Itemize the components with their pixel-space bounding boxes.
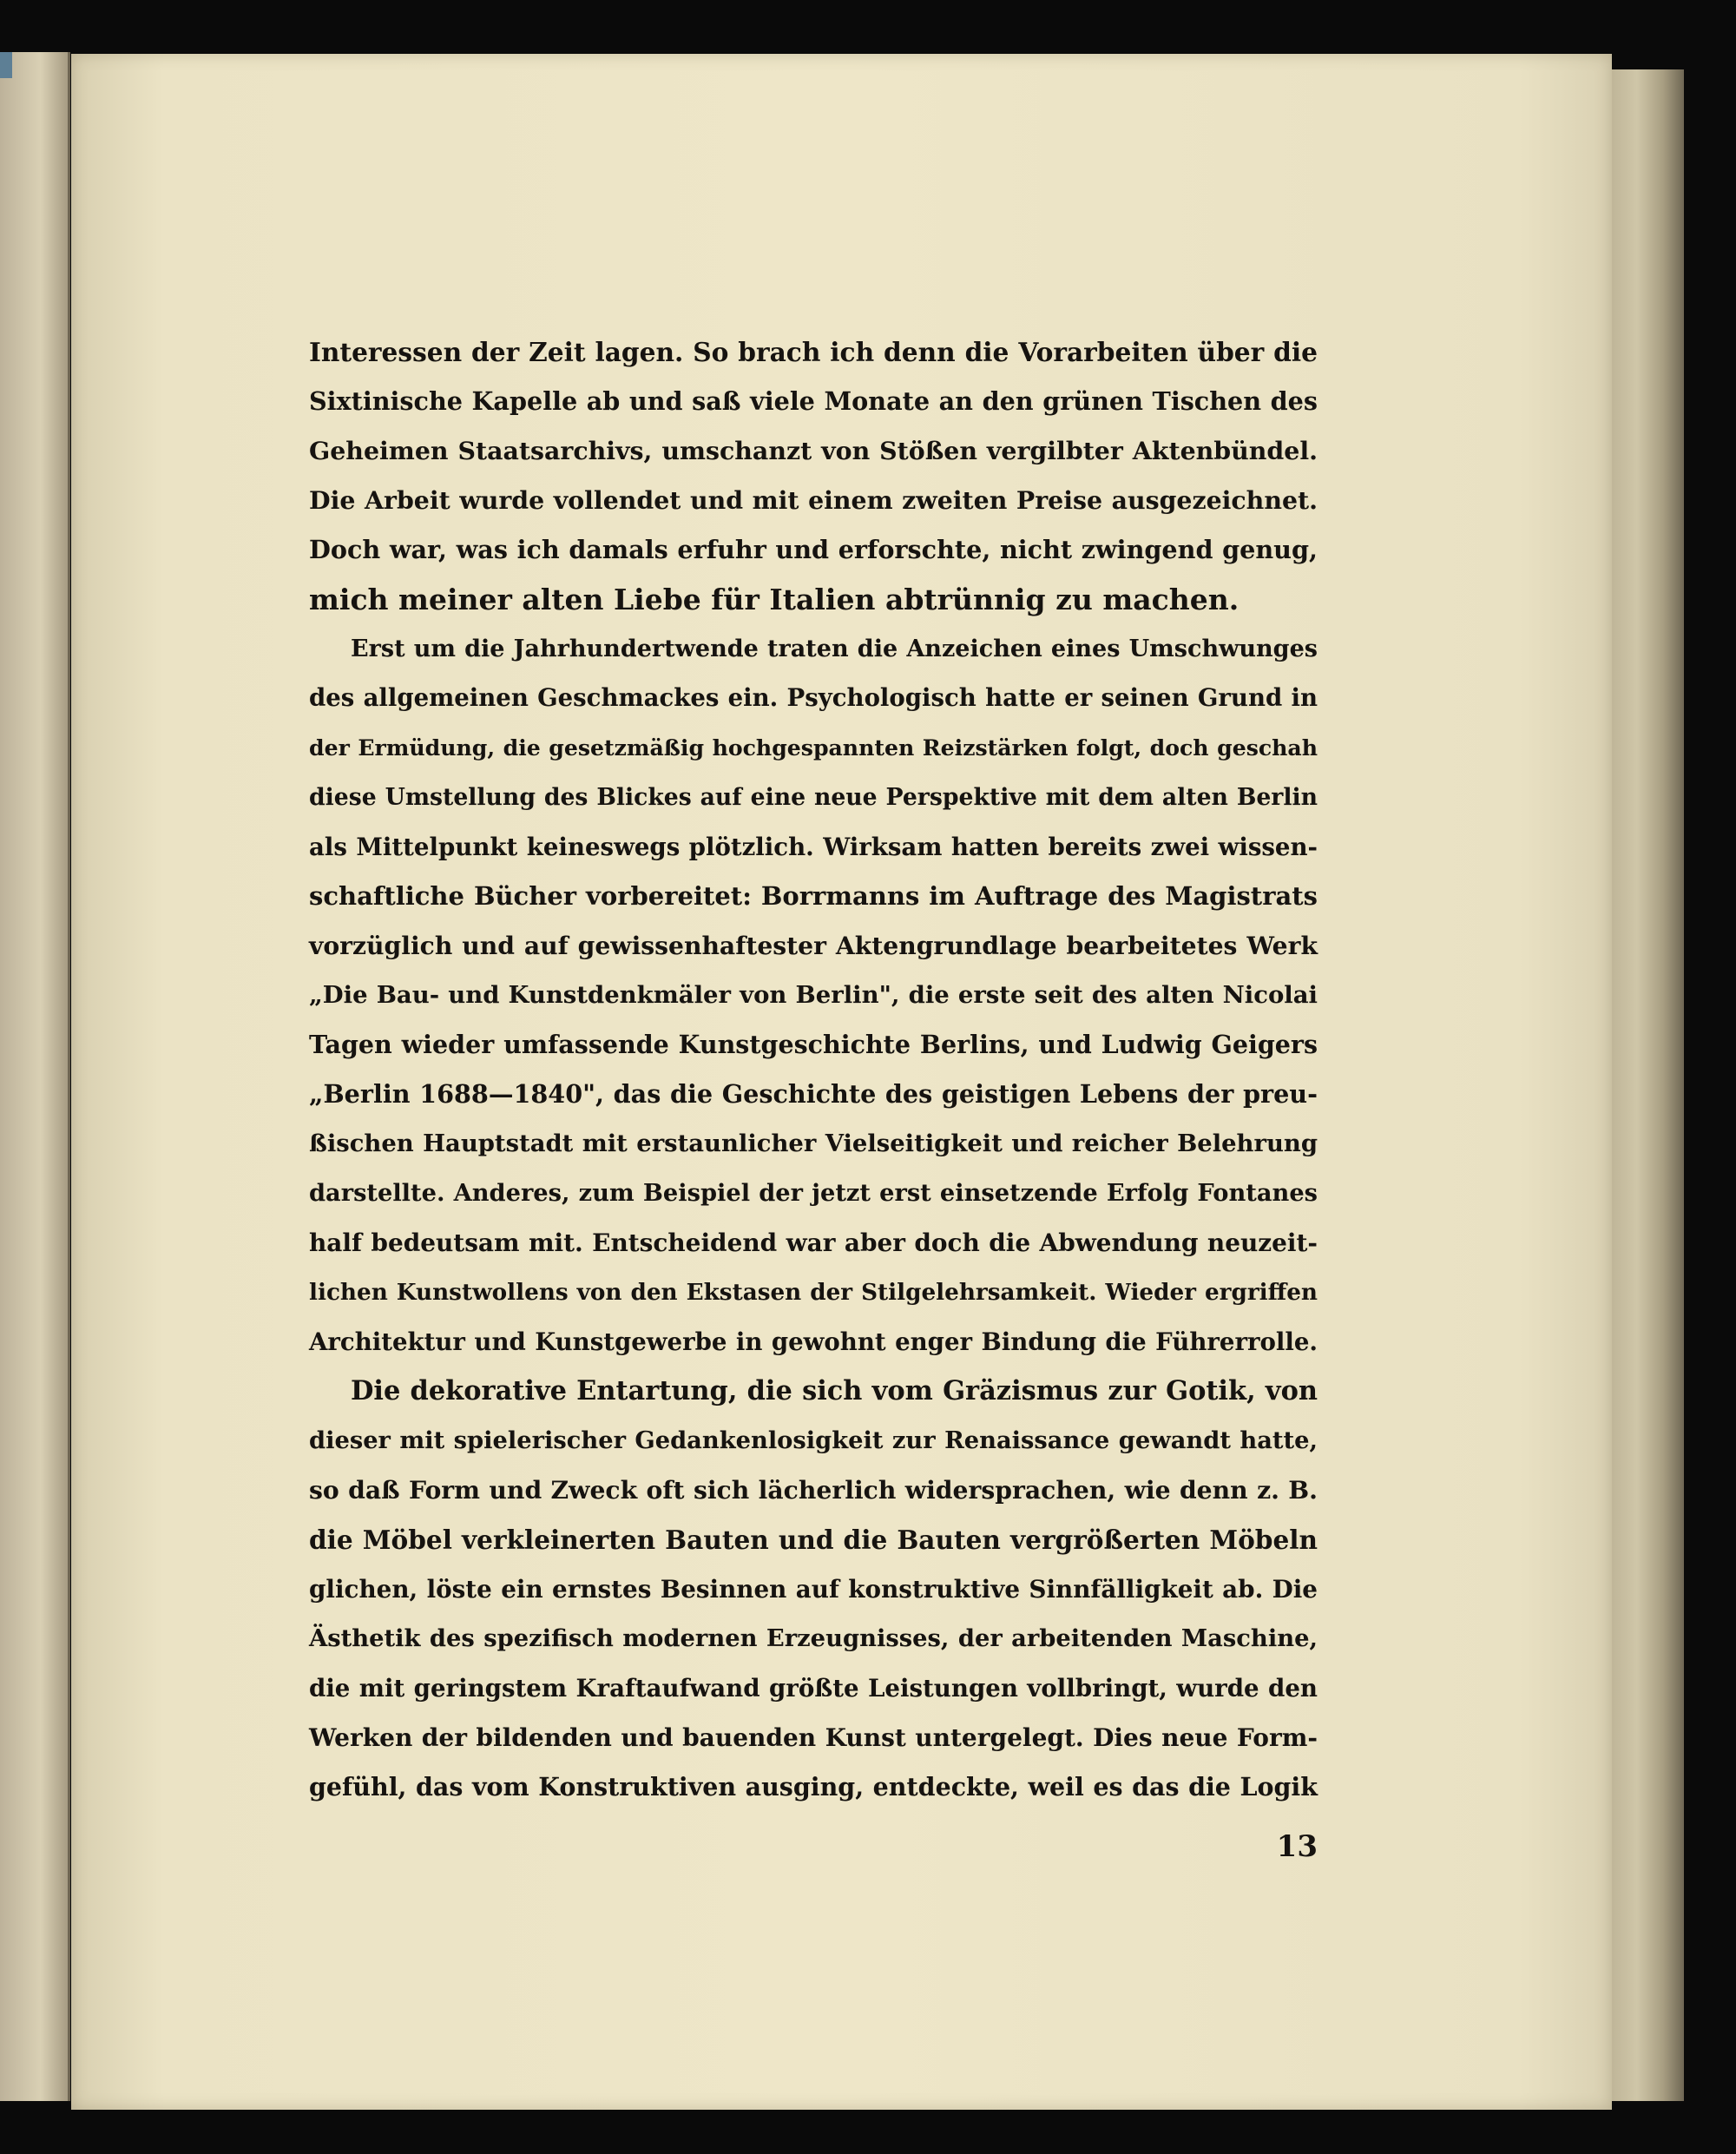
text-line: Interessen der Zeit lagen. So brach ich denn die Vorarbeiten über die	[309, 337, 1318, 367]
text-line: des allgemeinen Geschmackes ein. Psychologisch hatte er seinen Grund in	[309, 684, 1318, 712]
body-text	[309, 327, 1318, 1812]
text-line: Sixtinische Kapelle ab und saß viele Monate an den grünen Tischen des	[309, 386, 1318, 416]
text-line: als Mittelpunkt keineswegs plötzlich. Wirksam hatten bereits zwei wissen-	[309, 833, 1318, 861]
text-line: Die Arbeit wurde vollendet und mit einem zweiten Preise ausgezeichnet.	[309, 485, 1318, 515]
text-line: „Die Bau- und Kunstdenkmäler von Berlin", die erste seit des alten Nicolai	[309, 981, 1318, 1009]
text-line: gefühl, das vom Konstruktiven ausging, entdeckte, weil es das die Logik	[309, 1772, 1318, 1802]
text-line: mich meiner alten Liebe für Italien abtrünnig zu machen.	[309, 583, 1240, 616]
text-line: ßischen Hauptstadt mit erstaunlicher Vielseitigkeit und reicher Belehrung	[309, 1130, 1318, 1157]
text-line: half bedeutsam mit. Entscheidend war aber doch die Abwendung neuzeit-	[309, 1229, 1318, 1257]
text-line: Ästhetik des spezifisch modernen Erzeugnisses, der arbeitenden Maschine,	[309, 1624, 1318, 1652]
text-line: Geheimen Staatsarchivs, umschanzt von Stößen vergilbter Aktenbündel.	[309, 436, 1318, 465]
text-line: lichen Kunstwollens von den Ekstasen der Stilgelehrsamkeit. Wieder ergriffen	[309, 1279, 1318, 1306]
text-line: dieser mit spielerischer Gedankenlosigkeit zur Renaissance gewandt hatte,	[309, 1426, 1318, 1454]
paragraph-start-line: Erst um die Jahrhundertwende traten die Anzeichen eines Umschwunges	[351, 636, 1318, 662]
page	[71, 54, 1612, 2110]
text-line: der Ermüdung, die gesetzmäßig hochgespannten Reizstärken folgt, doch geschah	[309, 734, 1318, 761]
text-line: die mit geringstem Kraftaufwand größte Leistungen vollbringt, wurde den	[309, 1674, 1318, 1703]
text-line: so daß Form und Zweck oft sich lächerlich widersprachen, wie denn z. B.	[309, 1475, 1318, 1505]
text-line: Tagen wieder umfassende Kunstgeschichte Berlins, und Ludwig Geigers	[309, 1030, 1318, 1059]
text-line: schaftliche Bücher vorbereitet: Borrmanns im Auftrage des Magistrats	[309, 881, 1318, 911]
text-line: „Berlin 1688—1840", das die Geschichte des geistigen Lebens der preu-	[309, 1079, 1318, 1109]
text-line: Doch war, was ich damals erfuhr und erforschte, nicht zwingend genug,	[309, 535, 1318, 564]
paragraph-start-line: Die dekorative Entartung, die sich vom Gräzismus zur Gotik, von	[351, 1375, 1318, 1406]
text-line: vorzüglich und auf gewissenhaftester Aktengrundlage bearbeitetes Werk	[309, 932, 1318, 960]
text-line: Architektur und Kunstgewerbe in gewohnt enger Bindung die Führerrolle.	[309, 1327, 1318, 1356]
text-line: die Möbel verkleinerten Bauten und die Bauten vergrößerten Möbeln	[309, 1525, 1318, 1555]
text-line: diese Umstellung des Blickes auf eine neue Perspektive mit dem alten Berlin	[309, 784, 1318, 811]
left-page-edge	[0, 52, 70, 2101]
page-number: 13	[1276, 1829, 1318, 1864]
cover-edge-marker	[0, 52, 12, 78]
text-line: Werken der bildenden und bauenden Kunst untergelegt. Dies neue Form-	[309, 1723, 1318, 1752]
text-line: glichen, löste ein ernstes Besinnen auf konstruktive Sinnfälligkeit ab. Die	[309, 1575, 1318, 1604]
text-line: darstellte. Anderes, zum Beispiel der jetzt erst einsetzende Erfolg Fontanes	[309, 1179, 1318, 1207]
